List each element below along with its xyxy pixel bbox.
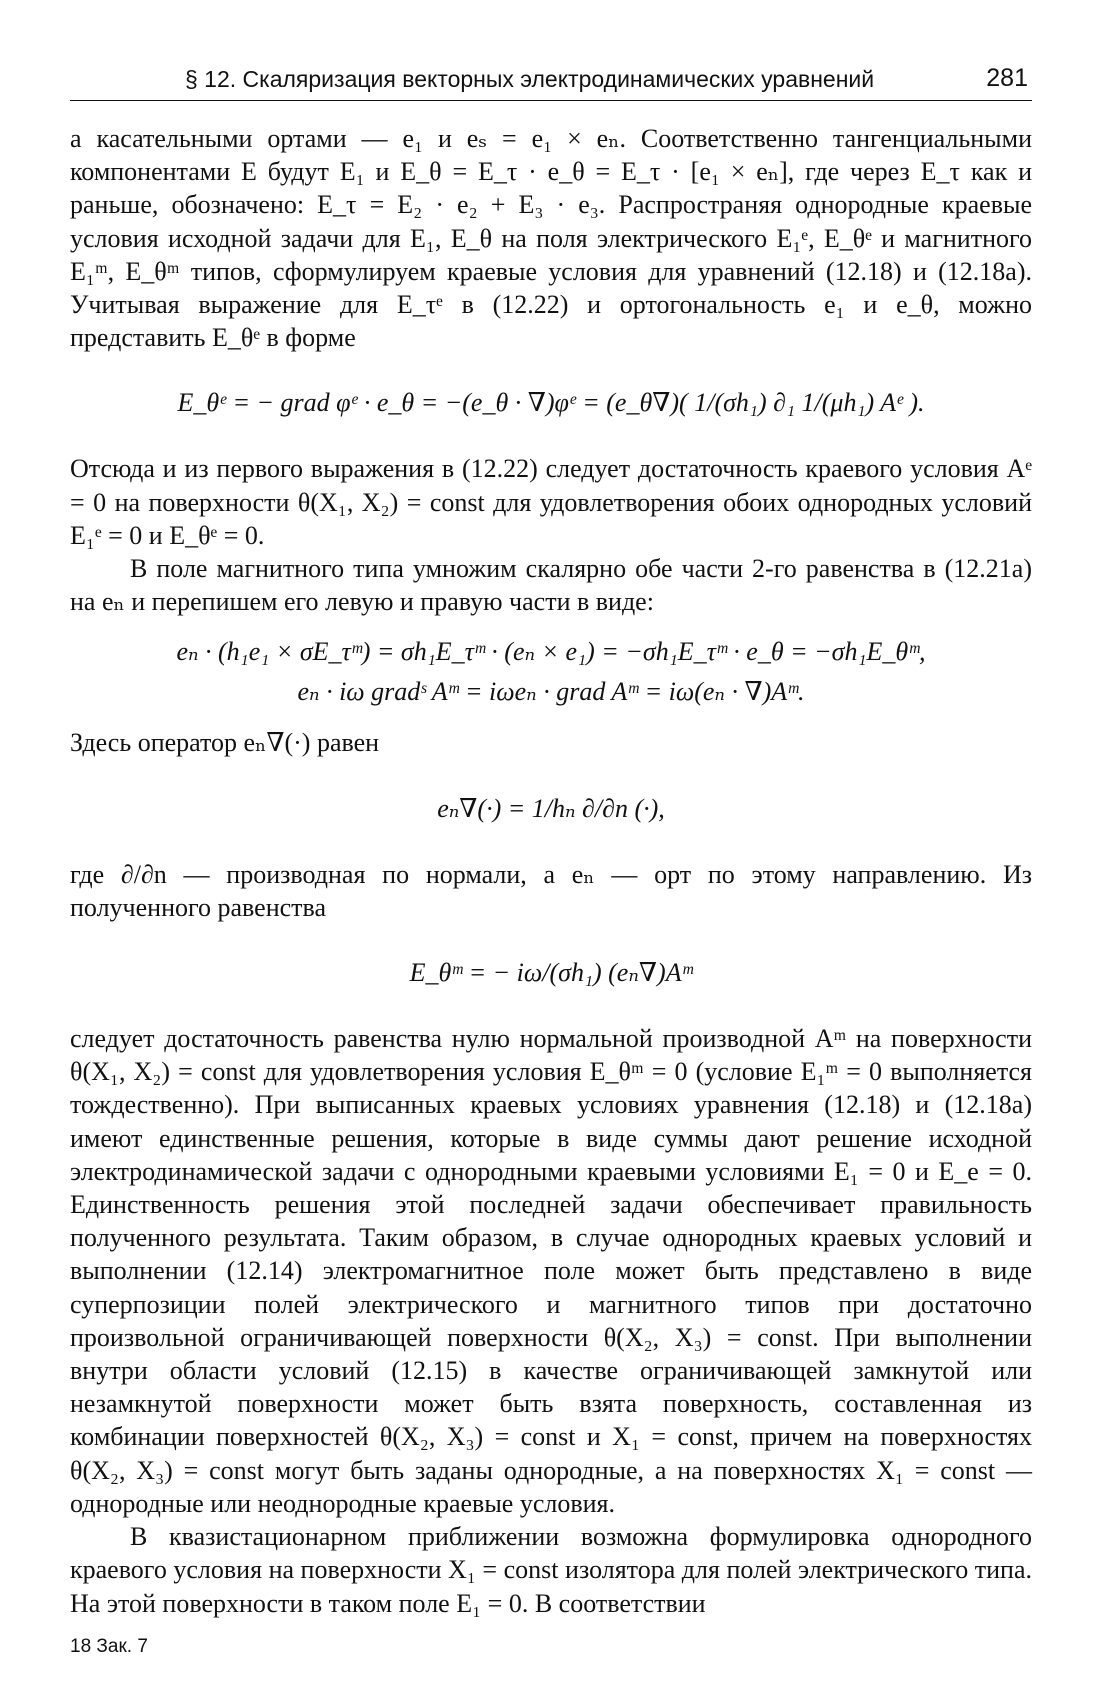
paragraph: В квазистационарном приближении возможна формулировка однородного краевого условия на поверхности X₁ = const изолятора для полей электрического типа. На этой поверхности в таком поле E₁ = 0. В соответствии xyxy=(70,1522,1032,1618)
equation: E_θᵐ = − iω/(σh₁) (eₙ∇)Aᵐ xyxy=(409,958,693,988)
paragraph: а касательными ортами — e₁ и eₛ = e₁ × eₙ. Соответственно тангенциальными компонентами E будут E₁ и E_θ = E_τ · e_θ = E_τ · [e₁ × eₙ], где через E_τ как и раньше, обозначено: E_τ = E₂ · e₂ + E₃ · e₃. Распространяя однородные краевые условия исходной задачи для E₁, E_θ на поля электрического E₁ᵉ, E_θᵉ и магнитного E₁ᵐ, E_θᵐ типов, сформулируем краевые условия для уравнений (12.18) и (12.18а). Учитывая выражение для E_τᵉ в (12.22) и ортогональность e₁ и e_θ, можно представить E_θᵉ в форме xyxy=(70,124,1032,353)
page-number: 281 xyxy=(986,64,1028,92)
paragraph: Отсюда и из первого выражения в (12.22) следует достаточность краевого условия Aᵉ = 0 на поверхности θ(X₁, X₂) = const для удовлетворения обоих однородных условий E₁ᵉ = 0 и E_θᵉ = 0. xyxy=(70,454,1032,550)
signature-mark: 18 Зак. 7 xyxy=(70,1636,148,1657)
equation-system xyxy=(70,632,1032,712)
body-text xyxy=(70,122,1032,1620)
equation: eₙ∇(·) = 1/hₙ ∂/∂n (·), xyxy=(437,793,665,823)
paragraph: где ∂/∂n — производная по нормали, а eₙ — орт по этому направлению. Из полученного равенства xyxy=(70,859,1032,922)
equation: E_θᵉ = − grad φᵉ · e_θ = −(e_θ · ∇)φᵉ = (e_θ∇)( 1/(σh₁) ∂₁ 1/(μh₁) Aᵉ ). xyxy=(177,388,925,418)
equation: eₙ · (h₁e₁ × σE_τᵐ) = σh₁E_τᵐ · (eₙ × e₁) = −σh₁E_τᵐ · e_θ = −σh₁E_θᵐ, xyxy=(176,637,926,667)
paragraph: В поле магнитного типа умножим скалярно обе части 2-го равенства в (12.21а) на eₙ и перепишем его левую и правую части в виде: xyxy=(70,554,1032,617)
equation: eₙ · iω gradˢ Aᵐ = iωeₙ · grad Aᵐ = iω(eₙ · ∇)Aᵐ. xyxy=(297,677,805,707)
section-title: § 12. Скаляризация векторных электродинамических уравнений xyxy=(185,66,875,92)
paragraph: следует достаточность равенства нулю нормальной производной Aᵐ на поверхности θ(X₁, X₂) = const для удовлетворения условия E_θᵐ = 0 (условие E₁ᵐ = 0 выполняется тождественно). При выписанных краевых условиях уравнения (12.18) и (12.18а) имеют единственные решения, которые в виде суммы дают решение исходной электродинамической задачи с однородными краевыми условиями E₁ = 0 и E_e = 0. Единственность решения этой последней задачи обеспечивает правильность полученного результата. Таким образом, в случае однородных краевых условий и выполнении (12.14) электромагнитное поле может быть представлено в виде суперпозиции полей электрического и магнитного типов при достаточно произвольной ограничивающей поверхности θ(X₂, X₃) = const. При выполнении внутри области условий (12.15) в качестве ограничивающей замкнутой или незамкнутой поверхности может быть взята поверхность, составленная из комбинации поверхностей θ(X₂, X₃) = const и X₁ = const, причем на поверхностях θ(X₂, X₃) = const могут быть заданы однородные, а на поверхностях X₁ = const — однородные или неоднородные краевые условия. xyxy=(70,1024,1032,1518)
paragraph: Здесь оператор eₙ∇(·) равен xyxy=(70,728,380,758)
running-header xyxy=(70,60,1032,101)
